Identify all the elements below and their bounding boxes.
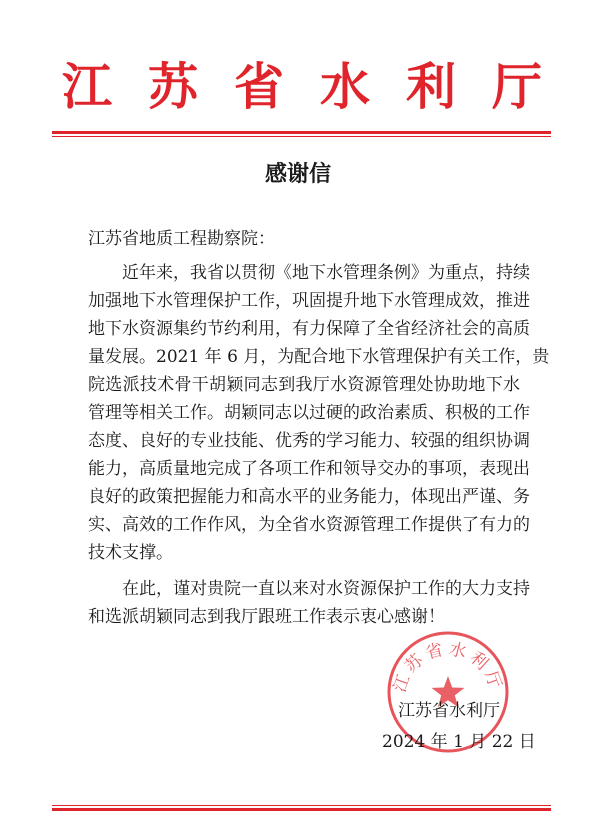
footer-rule-thick bbox=[52, 808, 551, 811]
letterhead-char: 厅 bbox=[492, 57, 542, 116]
letterhead-char: 利 bbox=[406, 57, 456, 116]
body-line: 态度、良好的专业技能、优秀的学习能力、较强的组织协调 bbox=[88, 431, 530, 451]
seal-text-path: 江苏省水利厅 bbox=[389, 639, 507, 695]
letterhead-rule-thick bbox=[52, 131, 551, 134]
body-line: 地下水资源集约节约利用，有力保障了全省经济社会的高质 bbox=[88, 319, 530, 339]
body-line: 实、高效的工作作风，为全省水资源管理工作提供了有力的 bbox=[88, 515, 530, 535]
salutation: 江苏省地质工程勘察院： bbox=[88, 229, 275, 249]
letterhead-char: 苏 bbox=[148, 57, 198, 116]
body-line: 良好的政策把握能力和高水平的业务能力，体现出严谨、务 bbox=[88, 487, 530, 507]
letterhead bbox=[0, 52, 596, 130]
document-title: 感谢信 bbox=[264, 162, 331, 187]
footer-rule-thin bbox=[52, 805, 551, 806]
letterhead-char: 省 bbox=[234, 57, 284, 116]
body-line: 院选派技术骨干胡颖同志到我厅水资源管理处协助地下水 bbox=[88, 375, 520, 395]
body-line: 能力，高质量地完成了各项工作和领导交办的事项，表现出 bbox=[88, 459, 530, 479]
signature-date: 2024 年 1 月 22 日 bbox=[382, 732, 536, 752]
body-line: 近年来，我省以贯彻《地下水管理条例》为重点，持续 bbox=[122, 263, 530, 283]
body-line: 加强地下水管理保护工作，巩固提升地下水管理成效，推进 bbox=[88, 291, 530, 311]
body-line: 和选派胡颖同志到我厅跟班工作表示衷心感谢！ bbox=[88, 607, 445, 627]
letterhead-char: 江 bbox=[62, 57, 112, 116]
body-line: 技术支撑。 bbox=[88, 543, 173, 563]
letterhead-title bbox=[62, 52, 542, 122]
letterhead-rule-thin bbox=[52, 136, 551, 137]
body-line: 在此，谨对贵院一直以来对水资源保护工作的大力支持 bbox=[122, 579, 530, 599]
letterhead-char: 水 bbox=[320, 57, 370, 116]
body-line: 量发展。2021 年 6 月，为配合地下水管理保护有关工作，贵 bbox=[88, 347, 550, 367]
signature-org: 江苏省水利厅 bbox=[398, 701, 500, 721]
body-line: 管理等相关工作。胡颖同志以过硬的政治素质、积极的工作 bbox=[88, 403, 530, 423]
